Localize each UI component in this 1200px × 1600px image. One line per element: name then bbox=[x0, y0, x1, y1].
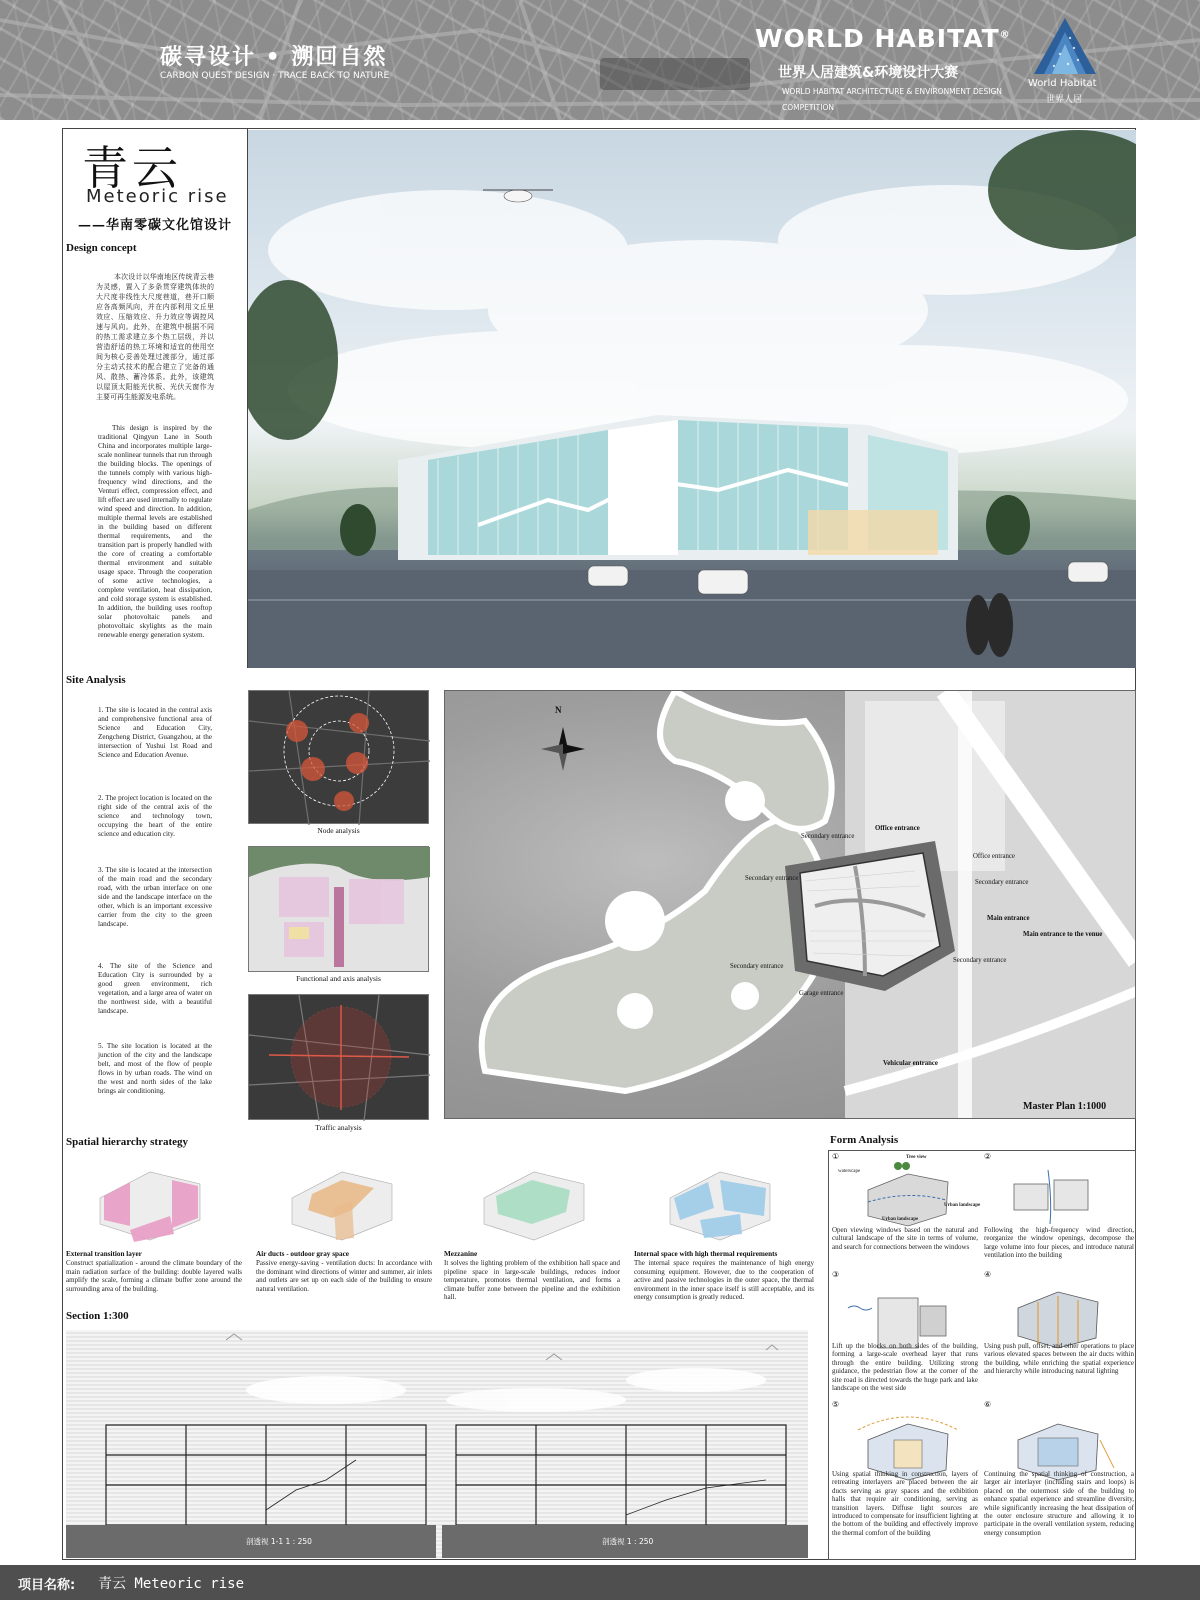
strategy-2-text: Passive energy-saving - ventilation ducts: In accordance with the dominant wind directions of winter and summer, air inlets and outlets are set up on each side of the building to ensure natural ventilation. bbox=[256, 1259, 432, 1293]
strategy-1-text: Construct spatialization - around the climate boundary of the main radiation surface of the building: double layered walls amplify the scale, forming a climate buffer zone around the surrounding area of the building. bbox=[66, 1259, 242, 1293]
strategy-3-text: It solves the lighting problem of the exhibition hall space and pipeline space in large-scale buildings, reduces indoor temperature, promotes thermal ventilation, and forms a climate buffer zone between the pipeline and the exhibition hall. bbox=[444, 1259, 620, 1301]
brand-registered-mark: ® bbox=[999, 29, 1011, 41]
slogan-en: CARBON QUEST DESIGN · TRACE BACK TO NATURE bbox=[160, 71, 390, 81]
main-venue-entrance-label: Main entrance to the venue bbox=[1023, 931, 1103, 938]
form-step-4-text: Using push pull, offset, and other operations to place various elevated spaces between the air ducts within the building, while enriching the spatial experience and hierarchy while introducing natural lighting bbox=[984, 1342, 1134, 1376]
strategy-3-title: Mezzanine bbox=[444, 1250, 478, 1258]
strategy-diagrams bbox=[90, 1158, 810, 1244]
vehicular-entrance-label: Vehicular entrance bbox=[883, 1060, 938, 1067]
form-step-5-text: Using spatial thinking in construction, layers of retreating interlayers are placed between the air ducts serving as gray spaces and the exhibition halls that require air conditioning, serving as transition layers. Diffuse light sources are introduced to compensate for insufficient lighting at the bottom of the building and effectively improve the thermal comfort of the building bbox=[832, 1470, 978, 1537]
logo-name-cn: 世界人居 bbox=[1046, 95, 1083, 105]
node-analysis-caption: Node analysis bbox=[317, 826, 360, 835]
secondary-entrance-label-3: Secondary entrance bbox=[975, 879, 1029, 886]
diagram-label-urban-landscape-2: Urban landscape bbox=[944, 1203, 981, 1208]
strategy-diagram-3 bbox=[484, 1172, 584, 1240]
secondary-entrance-label-2: Secondary entrance bbox=[745, 875, 799, 882]
diagram-label-urban-landscape-1: Urban landscape bbox=[882, 1217, 919, 1222]
functional-analysis-caption: Functional and axis analysis bbox=[296, 974, 381, 983]
form-step-2-number: ② bbox=[984, 1152, 992, 1161]
form-diagram-3 bbox=[848, 1298, 946, 1348]
form-step-4-number: ④ bbox=[984, 1270, 992, 1279]
office-entrance-label-1: Office entrance bbox=[875, 825, 920, 832]
logo-name: World Habitat bbox=[1028, 78, 1097, 89]
diagram-label-waterscape: waterscape bbox=[838, 1169, 861, 1174]
form-step-6-number: ⑥ bbox=[984, 1400, 992, 1409]
form-diagram-4 bbox=[1018, 1292, 1098, 1348]
hero-rendering bbox=[248, 130, 1136, 668]
brand-text: WORLD HABITAT bbox=[755, 24, 1000, 53]
building-rendering-image bbox=[248, 130, 1136, 668]
master-plan-title: Master Plan 1:1000 bbox=[1023, 1101, 1107, 1112]
strategy-2-title: Air ducts - outdoor gray space bbox=[256, 1250, 349, 1258]
form-analysis-heading: Form Analysis bbox=[830, 1134, 899, 1146]
slogan-cn: 碳寻设计 • 溯回自然 bbox=[160, 45, 388, 70]
design-concept-heading: Design concept bbox=[66, 242, 137, 254]
competition-name-en: WORLD HABITAT ARCHITECTURE & ENVIRONMENT DESIGN COMPETITION bbox=[782, 87, 1002, 112]
watermark-shape bbox=[600, 58, 750, 90]
design-concept-text-cn: 本次设计以华南地区传统青云巷为灵感，置入了多条贯穿建筑体块的大尺度非线性大尺度巷道，巷开口顺应各高频风向，并在内部利用文丘里效应、压缩效应、升力效应等调控风速与风向。此外，在建筑中根据不同的热工需求建立多个热工层级，并以营造舒适的热工环境和适宜的使用空间为核心妥善处理过渡部分，通过部分主动式技术的配合建立了完备的通风、散热、蓄冷体系。此外，该建筑以屋顶太阳能光伏板、光伏天窗作为主要可再生能源发电系统。 bbox=[96, 273, 214, 401]
site-point-2: 2. The project location is located on the right side of the central axis of the science and technology town, occupying the heart of the entire science and education city. bbox=[98, 794, 212, 838]
competition-header bbox=[0, 0, 1200, 120]
section-2-caption: 剖透视 1 : 250 bbox=[602, 1537, 654, 1546]
site-point-4: 4. The site of the Science and Education City is surrounded by a good green environment, rich vegetation, and a large area of water on the northwest side, with a beautiful landscape. bbox=[98, 962, 212, 1015]
diagram-label-tree-view: Tree view bbox=[906, 1155, 927, 1160]
master-plan-drawing bbox=[445, 691, 1136, 1119]
strategy-diagram-1 bbox=[100, 1172, 200, 1242]
secondary-entrance-label-5: Secondary entrance bbox=[730, 963, 784, 970]
form-step-3-number: ③ bbox=[832, 1270, 840, 1279]
function-analysis-map bbox=[248, 846, 429, 972]
site-point-1: 1. The site is located in the central axis and comprehensive functional area of Science and Education City, Zengcheng District, Guangzhou, at the intersection of Yushui 1st Road and Science and Education Avenue. bbox=[98, 706, 212, 759]
section-perspective-image bbox=[66, 1330, 808, 1558]
section-1 bbox=[106, 1425, 426, 1525]
garage-entrance-label: Garage entrance bbox=[799, 990, 844, 997]
form-step-1-number: ① bbox=[832, 1152, 840, 1161]
form-step-5-number: ⑤ bbox=[832, 1400, 840, 1409]
strategy-heading: Spatial hierarchy strategy bbox=[66, 1136, 189, 1148]
form-step-2-text: Following the high-frequency wind direction, reorganize the window openings, decompose the large volume into four pieces, and introduce natural ventilation into the building bbox=[984, 1226, 1134, 1260]
form-step-6-text: Continuing the spatial thinking of construction, a larger air interlayer (including stairs and loops) is placed on the outermost side of the building to enhance spatial experience and streamline diversity, while significantly increasing the heat dissipation of the outer enclosure structure and allowing it to participate in the overall ventilation system, reducing energy consumption bbox=[984, 1470, 1134, 1537]
form-step-1-text: Open viewing windows based on the natural and cultural landscape of the site in terms of volume, and search for connections between the windows bbox=[832, 1226, 978, 1251]
form-diagram-2 bbox=[1014, 1170, 1088, 1224]
traffic-analysis-caption: Traffic analysis bbox=[315, 1123, 362, 1132]
section-heading: Section 1:300 bbox=[66, 1310, 129, 1322]
site-point-5: 5. The site location is located at the junction of the city and the landscape belt, and most of the flow of people flows in by urban roads. The wind on the west and north sides of the lake brings air conditioning. bbox=[98, 1042, 212, 1095]
project-title-cn: 青云 bbox=[82, 141, 182, 195]
project-name-bar bbox=[0, 1565, 1200, 1600]
office-entrance-label-2: Office entrance bbox=[973, 853, 1015, 860]
node-analysis-image bbox=[249, 691, 430, 825]
strategy-4-text: The internal space requires the maintenance of high energy consuming equipment. However, due to the cooperation of active and passive technologies in the outer space, the thermal environment in the inner space itself is still acceptable, and its energy consumption is greatly reduced. bbox=[634, 1259, 814, 1301]
node-analysis-map bbox=[248, 690, 429, 824]
strategy-4-title: Internal space with high thermal requirements bbox=[634, 1250, 778, 1258]
north-label: N bbox=[555, 705, 562, 715]
design-concept-text-en: This design is inspired by the traditional Qingyun Lane in South China and incorporates multiple large-scale nonlinear tunnels that run through the building blocks. The openings of the tunnels comply with various high-frequency wind directions, and the Venturi effect, compression effect, and lift effect are used internally to regulate wind speed and direction. In addition, multiple thermal levels are established in the building based on different thermal requirements, and the transition part is properly handled with the core of creating a comfortable thermal environment and suitable usage space. Through the cooperation of some active technologies, a complete ventilation, heat dissipation, and cold storage system is established. In addition, the building uses rooftop solar photovoltaic panels and photovoltaic skylights as the main renewable energy generation system. bbox=[98, 424, 212, 639]
competition-name-cn: 世界人居建筑&环境设计大赛 bbox=[778, 65, 959, 81]
traffic-analysis-map bbox=[248, 994, 429, 1120]
world-habitat-logo-icon bbox=[1030, 14, 1100, 104]
secondary-entrance-label-1: Secondary entrance bbox=[801, 833, 855, 840]
site-point-3: 3. The site is located at the intersection of the main road and the secondary road, with the urban interface on one side and the landscape interface on the other, which is an important excessive carrier from the city to the green landscape. bbox=[98, 866, 212, 928]
north-arrow-icon bbox=[541, 727, 585, 771]
section-drawing bbox=[66, 1330, 808, 1558]
project-name-label: 项目名称: bbox=[18, 1578, 76, 1593]
project-title-en: Meteoric rise bbox=[86, 186, 229, 207]
master-plan bbox=[444, 690, 1136, 1119]
section-1-caption: 剖透视 1-1 1 : 250 bbox=[246, 1537, 312, 1546]
strategy-diagram-4 bbox=[670, 1172, 770, 1240]
traffic-analysis-image bbox=[249, 995, 430, 1121]
secondary-entrance-label-4: Secondary entrance bbox=[953, 957, 1007, 964]
functional-axis-image bbox=[249, 847, 430, 973]
project-subtitle: ——华南零碳文化馆设计 bbox=[78, 218, 233, 233]
main-entrance-label: Main entrance bbox=[987, 915, 1030, 922]
competition-brand bbox=[755, 24, 1011, 53]
section-2 bbox=[456, 1425, 786, 1525]
site-analysis-heading: Site Analysis bbox=[66, 674, 126, 686]
strategy-diagram-2 bbox=[292, 1172, 392, 1240]
project-name-value: 青云 Meteoric rise bbox=[98, 1576, 245, 1592]
strategy-1-title: External transition layer bbox=[66, 1250, 142, 1258]
form-step-3-text: Lift up the blocks on both sides of the building, forming a large-scale overhead layer that runs through the entire building. Utilizing strong guidance, the pedestrian flow at the corner of the site road is directed towards the huge park and lake landscape on the west side bbox=[832, 1342, 978, 1393]
